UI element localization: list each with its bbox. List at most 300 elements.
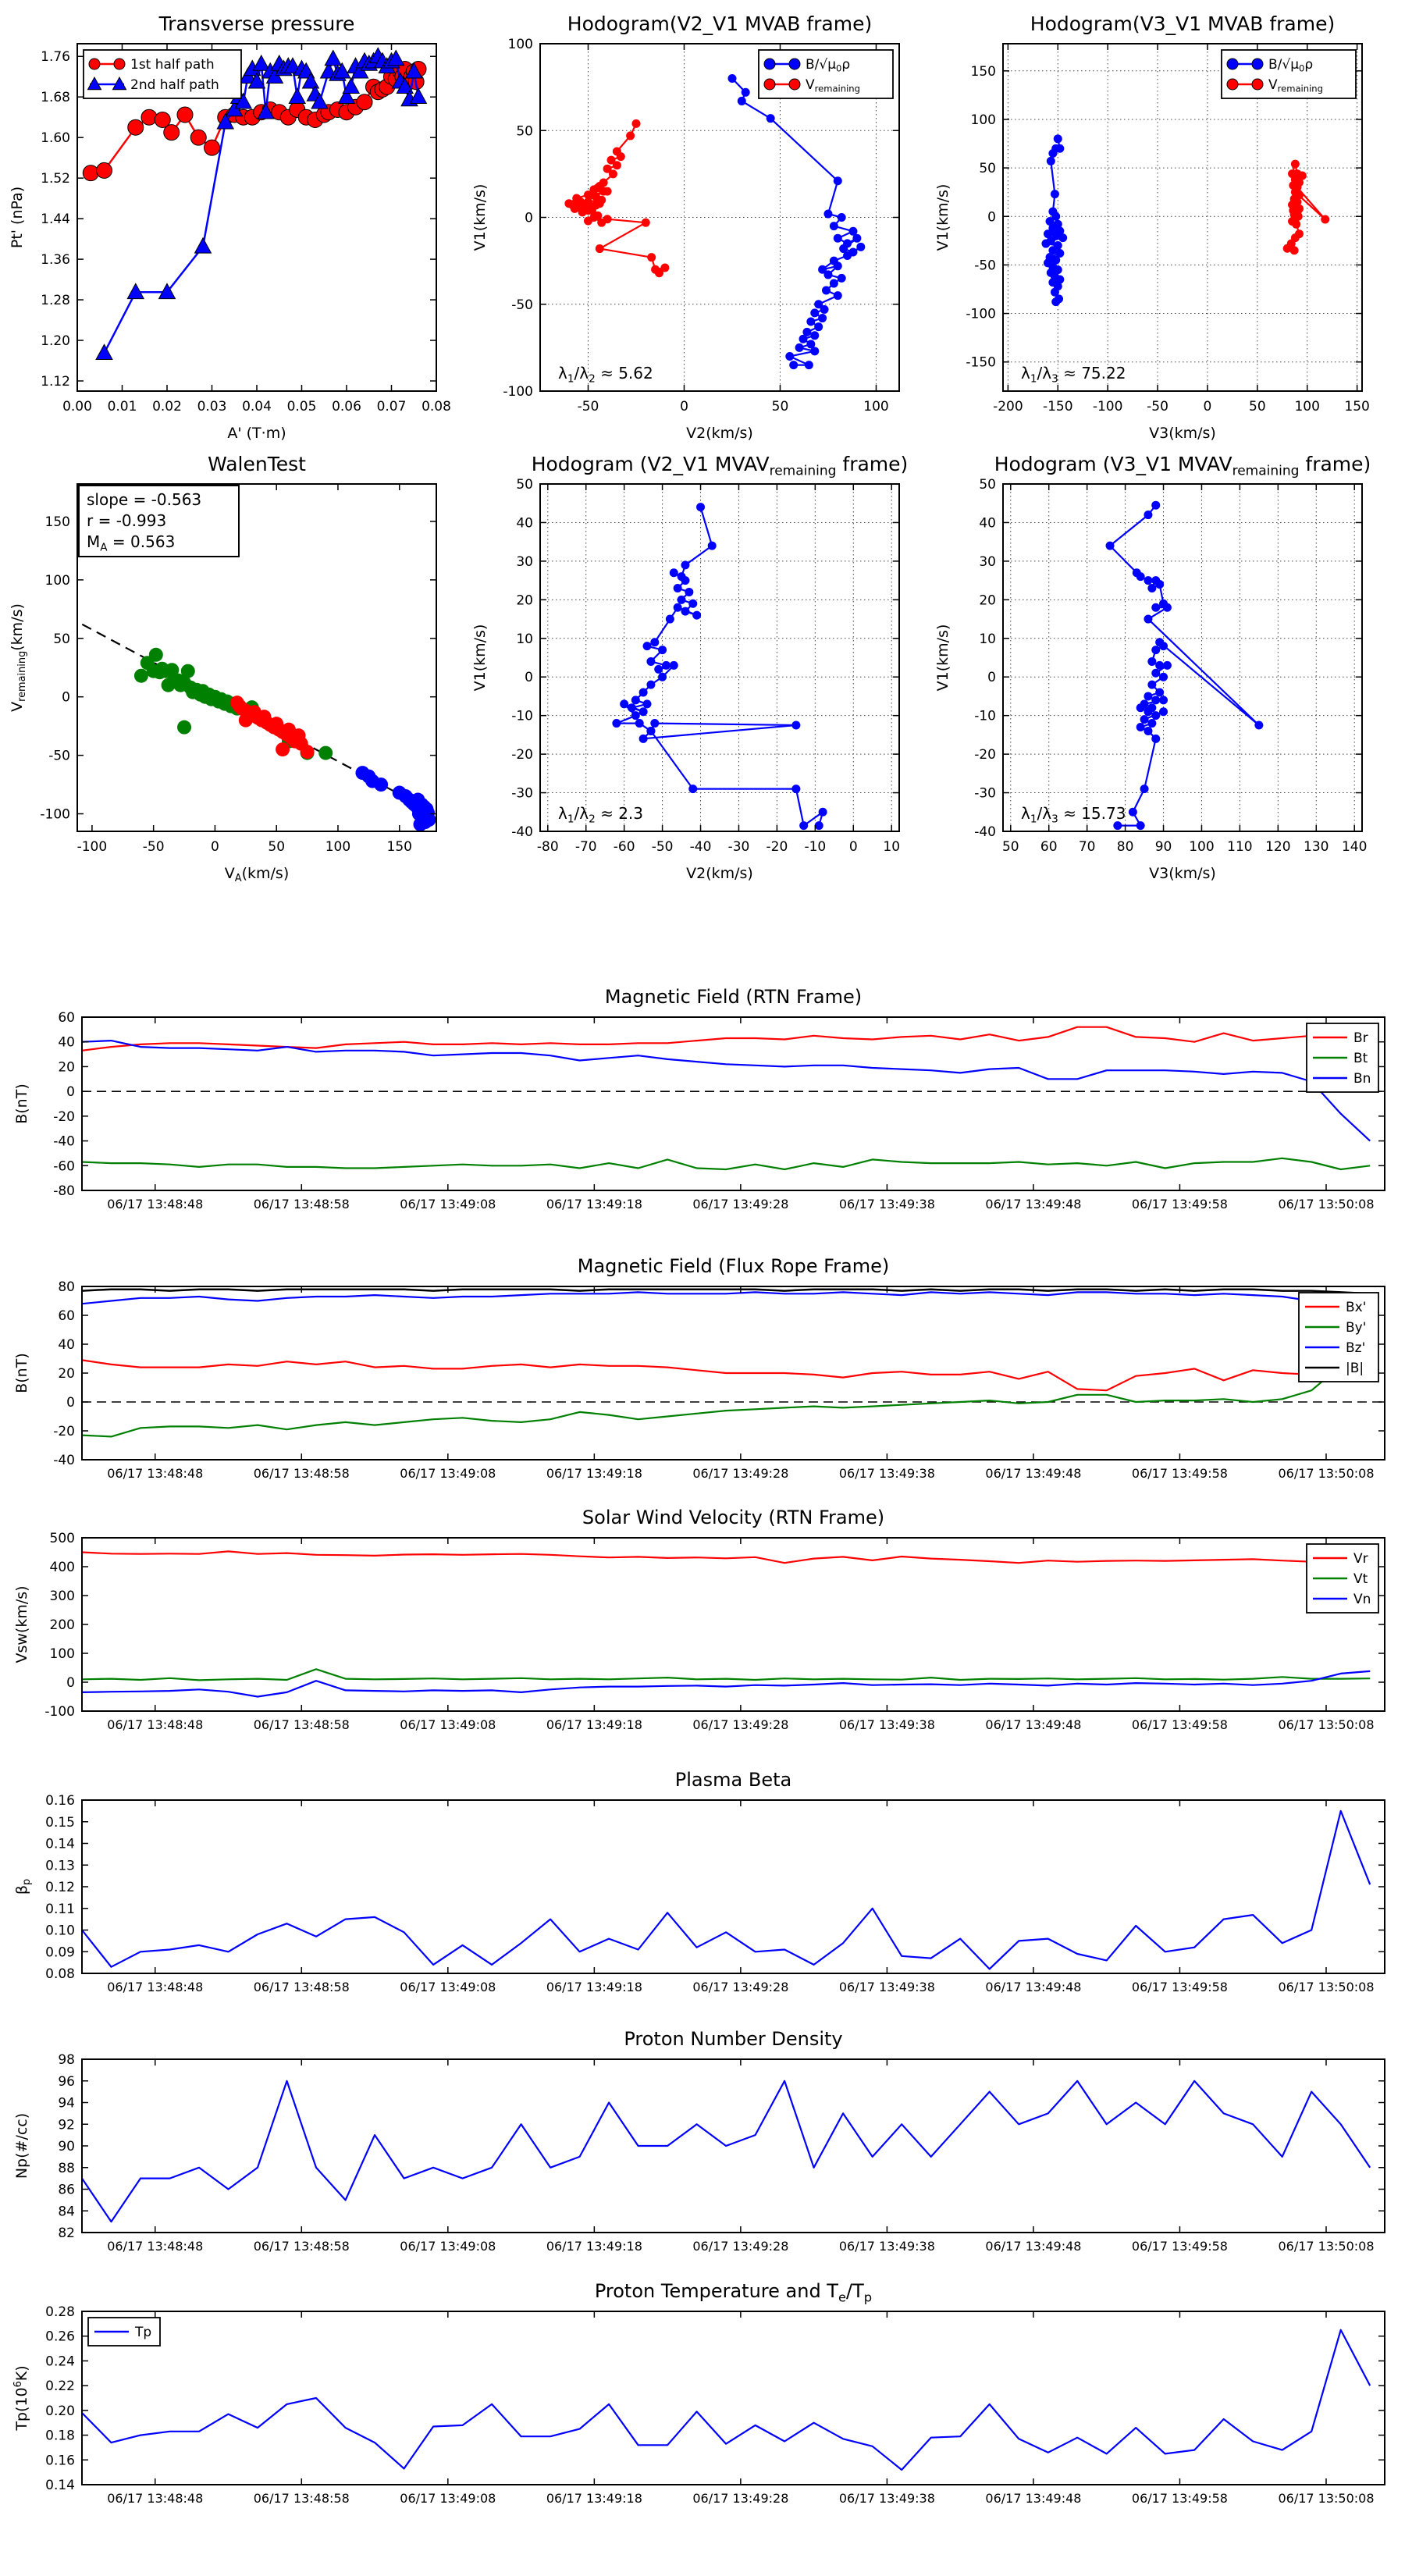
y-tick-label: 0.18 [45, 2428, 75, 2444]
y-axis-label: Np(#/cc) [13, 2112, 30, 2179]
x-tick-label: 06/17 13:48:58 [253, 2239, 350, 2254]
chart-title: Hodogram(V3_V1 MVAB frame) [1030, 12, 1336, 35]
legend-label: $B/√\mu_0\rho$ [806, 57, 851, 74]
x-tick-label: -100 [1092, 399, 1123, 415]
x-tick-label: 06/17 13:49:58 [1131, 1717, 1228, 1732]
y-tick-label: 0 [66, 1675, 75, 1691]
y-tick-label: 1.60 [41, 130, 70, 147]
y-tick-label: -50 [974, 258, 996, 274]
x-tick-label: -50 [1147, 399, 1168, 415]
proton-temperature-legend [88, 2318, 160, 2346]
x-tick-label: -40 [689, 839, 712, 855]
x-tick-label: 06/17 13:49:58 [1131, 1466, 1228, 1481]
x-tick-label: 0.06 [332, 399, 361, 415]
y-tick-label: 50 [516, 123, 533, 140]
y-tick-label: 150 [44, 514, 70, 530]
x-tick-label: -70 [574, 839, 597, 855]
x-tick-label: 06/17 13:49:08 [400, 2239, 496, 2254]
x-tick-label: 0.08 [422, 399, 451, 415]
y-tick-label: 0 [66, 1084, 75, 1101]
y-tick-label: 20 [516, 592, 533, 609]
x-tick-label: 06/17 13:49:28 [692, 2239, 789, 2254]
x-tick-label: 06/17 13:48:48 [107, 2491, 204, 2506]
chart-transverse-pressure [2, 5, 466, 456]
chart-title: Hodogram(V2_V1 MVAB frame) [567, 12, 873, 35]
hodogram-v2v1-mvav-svg [464, 445, 929, 896]
x-tick-label: 06/17 13:48:58 [253, 1717, 350, 1732]
y-tick-label: 0.11 [45, 1901, 75, 1917]
y-tick-label: 1.36 [41, 252, 70, 269]
x-tick-label: 06/17 13:49:08 [400, 1197, 496, 1212]
y-tick-label: 0.16 [45, 1793, 75, 1809]
x-tick-label: 06/17 13:49:38 [838, 2239, 935, 2254]
legend-label: 1st half path [130, 57, 215, 73]
x-tick-label: 06/17 13:48:58 [253, 2491, 350, 2506]
x-tick-label: -30 [727, 839, 750, 855]
y-axis-label: B(nT) [13, 1353, 30, 1393]
hodogram-v3v1-mvab-svg [927, 5, 1392, 456]
x-tick-label: 130 [1304, 839, 1329, 855]
hodogram-v3v1-mvab-series-1 [1283, 160, 1330, 255]
x-tick-label: 110 [1227, 839, 1253, 855]
y-tick-label: 400 [49, 1560, 75, 1575]
magnetic-field-rtn-series-1 [82, 1158, 1370, 1169]
x-tick-label: 0.07 [376, 399, 407, 415]
transverse-pressure-svg [2, 5, 466, 456]
proton-temperature-svg [6, 2274, 1399, 2514]
legend-label: Vn [1353, 1592, 1371, 1607]
y-tick-label: -20 [53, 1108, 75, 1125]
x-tick-label: 06/17 13:49:18 [546, 1717, 642, 1732]
magnetic-field-rtn-svg [6, 980, 1399, 1220]
x-tick-label: 0 [211, 839, 219, 855]
y-tick-label: 60 [58, 1308, 75, 1324]
hodogram-v2v1-mvab-svg [464, 5, 929, 456]
chart-title: Magnetic Field (Flux Rope Frame) [577, 1255, 890, 1277]
y-tick-label: 50 [516, 477, 533, 493]
x-tick-label: 06/17 13:49:38 [838, 1197, 935, 1212]
proton-temperature-series-0 [82, 2330, 1370, 2470]
legend-label: $V_{remaining}$ [806, 77, 860, 94]
lambda-annotation: $\lambda_1/\lambda_2 \approx 2.3$ [558, 804, 644, 826]
x-tick-label: 06/17 13:49:18 [546, 2491, 642, 2506]
y-tick-label: 84 [58, 2204, 75, 2220]
y-tick-label: -50 [511, 297, 533, 313]
x-tick-label: 80 [1116, 839, 1134, 855]
x-tick-label: 06/17 13:49:18 [546, 2239, 642, 2254]
y-tick-label: -50 [48, 748, 70, 764]
x-tick-label: 06/17 13:49:48 [985, 1466, 1082, 1481]
solar-wind-velocity-series-1 [82, 1669, 1370, 1680]
x-tick-label: 06/17 13:48:58 [253, 1466, 350, 1481]
magnetic-field-rtn-series-0 [82, 1027, 1370, 1051]
y-tick-label: -20 [53, 1424, 75, 1439]
x-tick-label: 06/17 13:49:28 [692, 1197, 789, 1212]
y-tick-label: 0 [987, 670, 996, 686]
magnetic-field-flux-rope-legend [1299, 1293, 1378, 1382]
chart-hodogram-v2v1-mvav-frame [464, 445, 929, 896]
x-tick-label: 0 [848, 839, 858, 855]
x-tick-label: 06/17 13:49:28 [692, 1466, 789, 1481]
walen-test-series-2 [355, 766, 436, 831]
x-tick-label: 50 [268, 839, 286, 855]
y-tick-label: 90 [58, 2139, 75, 2154]
x-tick-label: 50 [1001, 839, 1019, 855]
y-tick-label: 1.20 [41, 333, 70, 350]
x-tick-label: 06/17 13:49:18 [546, 1197, 642, 1212]
y-tick-label: 94 [58, 2095, 75, 2112]
walen-test-series-1 [230, 696, 315, 759]
x-tick-label: 06/17 13:49:38 [838, 1980, 935, 1994]
stats-line: slope = -0.563 [87, 490, 202, 509]
y-tick-label: 1.76 [41, 49, 70, 66]
chart-title: Plasma Beta [674, 1769, 792, 1791]
y-axis-label: Vsw(km/s) [13, 1585, 30, 1663]
lambda-annotation: $\lambda_1/\lambda_3 \approx 75.22$ [1021, 364, 1126, 386]
panel-proton-temperature [6, 2274, 1399, 2514]
y-tick-label: 0 [525, 670, 533, 686]
lambda-annotation: $\lambda_1/\lambda_2 \approx 5.62$ [558, 364, 653, 386]
chart-title: WalenTest [208, 453, 306, 475]
chart-hodogram-v3v1-mvav-frame [927, 445, 1392, 896]
x-tick-label: 06/17 13:49:08 [400, 1717, 496, 1732]
x-tick-label: -50 [577, 399, 599, 415]
y-tick-label: 10 [979, 631, 996, 647]
x-tick-label: 0 [680, 399, 688, 415]
x-tick-label: 06/17 13:49:38 [838, 1466, 935, 1481]
plasma-beta-svg [6, 1763, 1399, 2003]
x-tick-label: 0.00 [62, 399, 92, 415]
y-axis-label: $Tp(10^6K)$ [12, 2365, 30, 2431]
y-tick-label: 500 [49, 1531, 75, 1546]
x-axis-label: V2(km/s) [686, 425, 753, 442]
y-axis-label: V1(km/s) [471, 624, 489, 692]
magnetic-field-flux-rope-series-0 [82, 1360, 1370, 1390]
x-tick-label: -80 [536, 839, 559, 855]
y-tick-label: -150 [966, 354, 996, 371]
y-tick-label: 92 [58, 2117, 75, 2133]
y-tick-label: -100 [40, 806, 70, 823]
x-tick-label: 06/17 13:50:08 [1278, 1197, 1375, 1212]
x-tick-label: 06/17 13:49:18 [546, 1980, 642, 1994]
y-tick-label: 150 [970, 63, 996, 80]
y-tick-label: 100 [49, 1646, 75, 1662]
y-tick-label: 80 [58, 1279, 75, 1295]
magnetic-field-flux-rope-svg [6, 1249, 1399, 1489]
legend-label: By' [1346, 1320, 1367, 1336]
y-tick-label: 20 [979, 592, 996, 609]
y-tick-label: 0.08 [45, 1966, 75, 1982]
y-tick-label: 1.44 [41, 212, 70, 228]
y-tick-label: 10 [516, 631, 533, 647]
y-tick-label: -20 [974, 747, 996, 763]
y-axis-label: $V_{remaining}(km/s)$ [9, 603, 29, 712]
chart-title: Transverse pressure [158, 12, 355, 35]
y-tick-label: 88 [58, 2160, 75, 2176]
solar-wind-velocity-series-0 [82, 1551, 1370, 1563]
magnetic-field-flux-rope-series-1 [82, 1344, 1370, 1436]
chart-title: Solar Wind Velocity (RTN Frame) [582, 1507, 885, 1528]
walen-test-svg [2, 445, 466, 896]
chart-walen-test [2, 445, 466, 896]
x-tick-label: 0 [1203, 399, 1212, 415]
x-tick-label: 0.04 [242, 399, 272, 415]
hodogram-v2v1-mvav-series-0 [612, 503, 827, 830]
solar-wind-velocity-legend [1307, 1544, 1378, 1613]
x-tick-label: 06/17 13:49:48 [985, 2491, 1082, 2506]
x-tick-label: 06/17 13:50:08 [1278, 2239, 1375, 2254]
x-tick-label: 100 [325, 839, 351, 855]
y-tick-label: -30 [511, 785, 533, 802]
y-tick-label: 96 [58, 2073, 75, 2090]
legend-label: $V_{remaining}$ [1268, 77, 1323, 94]
legend-label: Vr [1353, 1551, 1368, 1567]
y-tick-label: 40 [979, 515, 996, 532]
x-axis-label: $V_A(km/s)$ [224, 865, 290, 885]
chart-hodogram-v2v1-mvab-frame [464, 5, 929, 456]
y-tick-label: 40 [516, 515, 533, 532]
x-tick-label: 100 [1189, 839, 1215, 855]
x-tick-label: 06/17 13:49:48 [985, 2239, 1082, 2254]
y-tick-label: 0.15 [45, 1814, 75, 1831]
y-axis-label: B(nT) [13, 1083, 30, 1124]
chart-title: Hodogram (V3_V1 $MVAV_{remaining}$ frame) [994, 453, 1371, 479]
chart-hodogram-v3v1-mvab-frame [927, 5, 1392, 456]
y-tick-label: 1.28 [41, 293, 70, 309]
panel-magnetic-field-flux-rope [6, 1249, 1399, 1489]
x-tick-label: -50 [142, 839, 165, 855]
panel-plasma-beta [6, 1763, 1399, 2003]
x-tick-label: 06/17 13:48:48 [107, 1717, 204, 1732]
y-tick-label: -40 [974, 824, 996, 840]
x-tick-label: 06/17 13:49:28 [692, 2491, 789, 2506]
y-tick-label: 0.16 [45, 2453, 75, 2469]
panel-magnetic-field-rtn [6, 980, 1399, 1220]
x-tick-label: 06/17 13:49:58 [1131, 2239, 1228, 2254]
x-tick-label: 06/17 13:49:28 [692, 1717, 789, 1732]
y-tick-label: 0.14 [45, 1836, 75, 1852]
y-tick-label: 50 [53, 631, 70, 647]
x-tick-label: 06/17 13:49:48 [985, 1717, 1082, 1732]
y-tick-label: 0 [525, 210, 533, 226]
y-tick-label: 82 [58, 2226, 75, 2241]
x-tick-label: 120 [1265, 839, 1291, 855]
y-tick-label: 0 [66, 1395, 75, 1411]
x-tick-label: 06/17 13:48:48 [107, 1466, 204, 1481]
y-tick-label: -80 [53, 1183, 75, 1199]
y-tick-label: 0 [987, 209, 996, 226]
y-tick-label: -100 [503, 384, 533, 400]
legend-label: Vt [1353, 1571, 1368, 1587]
y-tick-label: 0.26 [45, 2329, 75, 2345]
y-tick-label: 1.52 [41, 171, 70, 187]
x-tick-label: 06/17 13:49:08 [400, 1466, 496, 1481]
y-tick-label: -40 [511, 824, 533, 840]
x-tick-label: 06/17 13:48:58 [253, 1197, 350, 1212]
x-tick-label: 60 [1040, 839, 1058, 855]
y-tick-label: 0.12 [45, 1880, 75, 1895]
x-tick-label: 06/17 13:49:58 [1131, 1980, 1228, 1994]
y-tick-label: 0.13 [45, 1858, 75, 1874]
x-tick-label: 06/17 13:49:48 [985, 1980, 1082, 1994]
transverse-pressure-legend [84, 50, 241, 98]
legend-label: 2nd half path [130, 77, 219, 93]
y-tick-label: 1.12 [41, 374, 70, 390]
x-tick-label: -100 [76, 839, 108, 855]
x-tick-label: 100 [1294, 399, 1320, 415]
x-tick-label: 06/17 13:50:08 [1278, 2491, 1375, 2506]
y-tick-label: 0.28 [45, 2304, 75, 2320]
y-axis-label: Pt' (nPa) [9, 186, 26, 249]
x-axis-label: A' (T·m) [227, 425, 286, 442]
plasma-beta-series-0 [82, 1811, 1370, 1969]
y-tick-label: 0.14 [45, 2478, 75, 2493]
proton-density-series-0 [82, 2081, 1370, 2222]
x-tick-label: 0.02 [152, 399, 182, 415]
x-tick-label: 90 [1154, 839, 1172, 855]
x-tick-label: 0.05 [286, 399, 317, 415]
legend-label: Bz' [1346, 1340, 1366, 1356]
x-tick-label: 06/17 13:49:28 [692, 1980, 789, 1994]
legend-label: |B| [1346, 1361, 1364, 1376]
proton-density-svg [6, 2022, 1399, 2262]
x-tick-label: 0.03 [197, 399, 227, 415]
legend-label: Bn [1353, 1071, 1371, 1087]
y-tick-label: 0.24 [45, 2354, 75, 2370]
x-tick-label: -10 [804, 839, 827, 855]
hodogram-v2v1-mvab-series-1 [564, 119, 669, 277]
y-tick-label: 100 [44, 572, 70, 589]
panel-solar-wind-velocity [6, 1500, 1399, 1741]
x-tick-label: 06/17 13:50:08 [1278, 1466, 1375, 1481]
lambda-annotation: $\lambda_1/\lambda_3 \approx 15.73$ [1021, 804, 1126, 826]
x-tick-label: -150 [1042, 399, 1073, 415]
x-tick-label: 06/17 13:49:58 [1131, 2491, 1228, 2506]
solar-wind-velocity-series-2 [82, 1671, 1370, 1697]
hodogram-v3v1-mvav-series-0 [1106, 501, 1264, 830]
x-axis-label: V3(km/s) [1149, 865, 1216, 882]
y-tick-label: -100 [966, 306, 996, 322]
x-tick-label: 06/17 13:49:38 [838, 2491, 935, 2506]
x-tick-label: 0.01 [107, 399, 137, 415]
hodogram-v3v1-mvab-legend [1222, 50, 1356, 98]
magnetic-field-flux-rope-series-2 [82, 1292, 1370, 1322]
x-tick-label: 100 [863, 399, 889, 415]
y-tick-label: 0.10 [45, 1923, 75, 1939]
x-tick-label: -60 [613, 839, 635, 855]
hodogram-v2v1-mvab-legend [759, 50, 893, 98]
x-tick-label: 06/17 13:49:38 [838, 1717, 935, 1732]
y-tick-label: 60 [58, 1010, 75, 1026]
magnetic-field-rtn-legend [1307, 1023, 1378, 1092]
x-tick-label: 70 [1078, 839, 1096, 855]
y-tick-label: 100 [970, 112, 996, 128]
legend-label: Bx' [1346, 1300, 1367, 1315]
hodogram-v2v1-mvab-series-0 [727, 74, 865, 369]
y-tick-label: 1.68 [41, 90, 70, 106]
y-tick-label: 100 [507, 37, 533, 52]
legend-label: Br [1353, 1030, 1368, 1046]
y-tick-label: 300 [49, 1589, 75, 1604]
y-tick-label: 40 [58, 1337, 75, 1353]
y-tick-label: 0 [62, 689, 70, 706]
panel-proton-number-density [6, 2022, 1399, 2262]
x-tick-label: 50 [1249, 399, 1266, 415]
x-tick-label: 06/17 13:49:48 [985, 1197, 1082, 1212]
x-tick-label: -20 [766, 839, 788, 855]
stats-line: $M_A = 0.563$ [87, 532, 176, 554]
y-tick-label: 40 [58, 1034, 75, 1051]
y-tick-label: 200 [49, 1617, 75, 1633]
y-tick-label: 98 [58, 2052, 75, 2068]
stats-line: r = -0.993 [87, 511, 167, 530]
x-tick-label: 06/17 13:49:08 [400, 1980, 496, 1994]
legend-label: Tp [135, 2325, 152, 2340]
y-tick-label: 50 [979, 161, 996, 177]
y-tick-label: -40 [53, 1133, 75, 1150]
y-axis-label: V1(km/s) [934, 183, 951, 251]
x-tick-label: -50 [651, 839, 674, 855]
solar-wind-velocity-svg [6, 1500, 1399, 1741]
x-tick-label: 140 [1341, 839, 1368, 855]
y-tick-label: -40 [53, 1453, 75, 1468]
x-tick-label: 06/17 13:48:48 [107, 1980, 204, 1994]
y-tick-label: -20 [511, 747, 533, 763]
x-tick-label: 06/17 13:50:08 [1278, 1717, 1375, 1732]
y-tick-label: 20 [58, 1059, 75, 1076]
x-axis-label: V2(km/s) [686, 865, 753, 882]
legend-label: Bt [1353, 1051, 1368, 1066]
chart-title: Hodogram (V2_V1 $MVAV_{remaining}$ frame) [531, 453, 909, 479]
y-tick-label: -10 [511, 708, 533, 724]
x-tick-label: 06/17 13:49:18 [546, 1466, 642, 1481]
y-tick-label: 30 [516, 553, 533, 570]
x-tick-label: 06/17 13:48:48 [107, 1197, 204, 1212]
x-tick-label: 150 [386, 839, 412, 855]
x-tick-label: 50 [771, 399, 789, 415]
y-tick-label: 30 [979, 553, 996, 570]
x-tick-label: 10 [883, 839, 901, 855]
y-tick-label: 0.22 [45, 2379, 75, 2395]
legend-label: $B/√\mu_0\rho$ [1268, 57, 1314, 74]
x-tick-label: 06/17 13:49:08 [400, 2491, 496, 2506]
y-axis-label: V1(km/s) [934, 624, 951, 692]
y-tick-label: 20 [58, 1366, 75, 1382]
x-tick-label: -200 [993, 399, 1023, 415]
y-tick-label: 0.09 [45, 1944, 75, 1961]
x-tick-label: 150 [1344, 399, 1370, 415]
y-tick-label: -10 [974, 708, 996, 724]
hodogram-v3v1-mvav-svg [927, 445, 1392, 896]
y-tick-label: 50 [979, 477, 996, 493]
y-tick-label: 86 [58, 2182, 75, 2198]
y-axis-label: V1(km/s) [471, 183, 489, 251]
y-tick-label: -100 [44, 1704, 75, 1720]
chart-title: Magnetic Field (RTN Frame) [604, 986, 863, 1008]
x-tick-label: 06/17 13:48:58 [253, 1980, 350, 1994]
chart-title: Proton Temperature and $T_e/T_p$ [594, 2280, 873, 2305]
x-tick-label: 06/17 13:50:08 [1278, 1980, 1375, 1994]
chart-title: Proton Number Density [624, 2028, 843, 2050]
y-tick-label: -60 [53, 1158, 75, 1175]
y-tick-label: -30 [974, 785, 996, 802]
x-axis-label: V3(km/s) [1149, 425, 1216, 442]
y-tick-label: 0.20 [45, 2403, 75, 2419]
x-tick-label: 06/17 13:48:48 [107, 2239, 204, 2254]
hodogram-v3v1-mvab-series-0 [1041, 134, 1067, 306]
y-axis-label: $\beta_p$ [13, 1878, 34, 1895]
x-tick-label: 06/17 13:49:58 [1131, 1197, 1228, 1212]
